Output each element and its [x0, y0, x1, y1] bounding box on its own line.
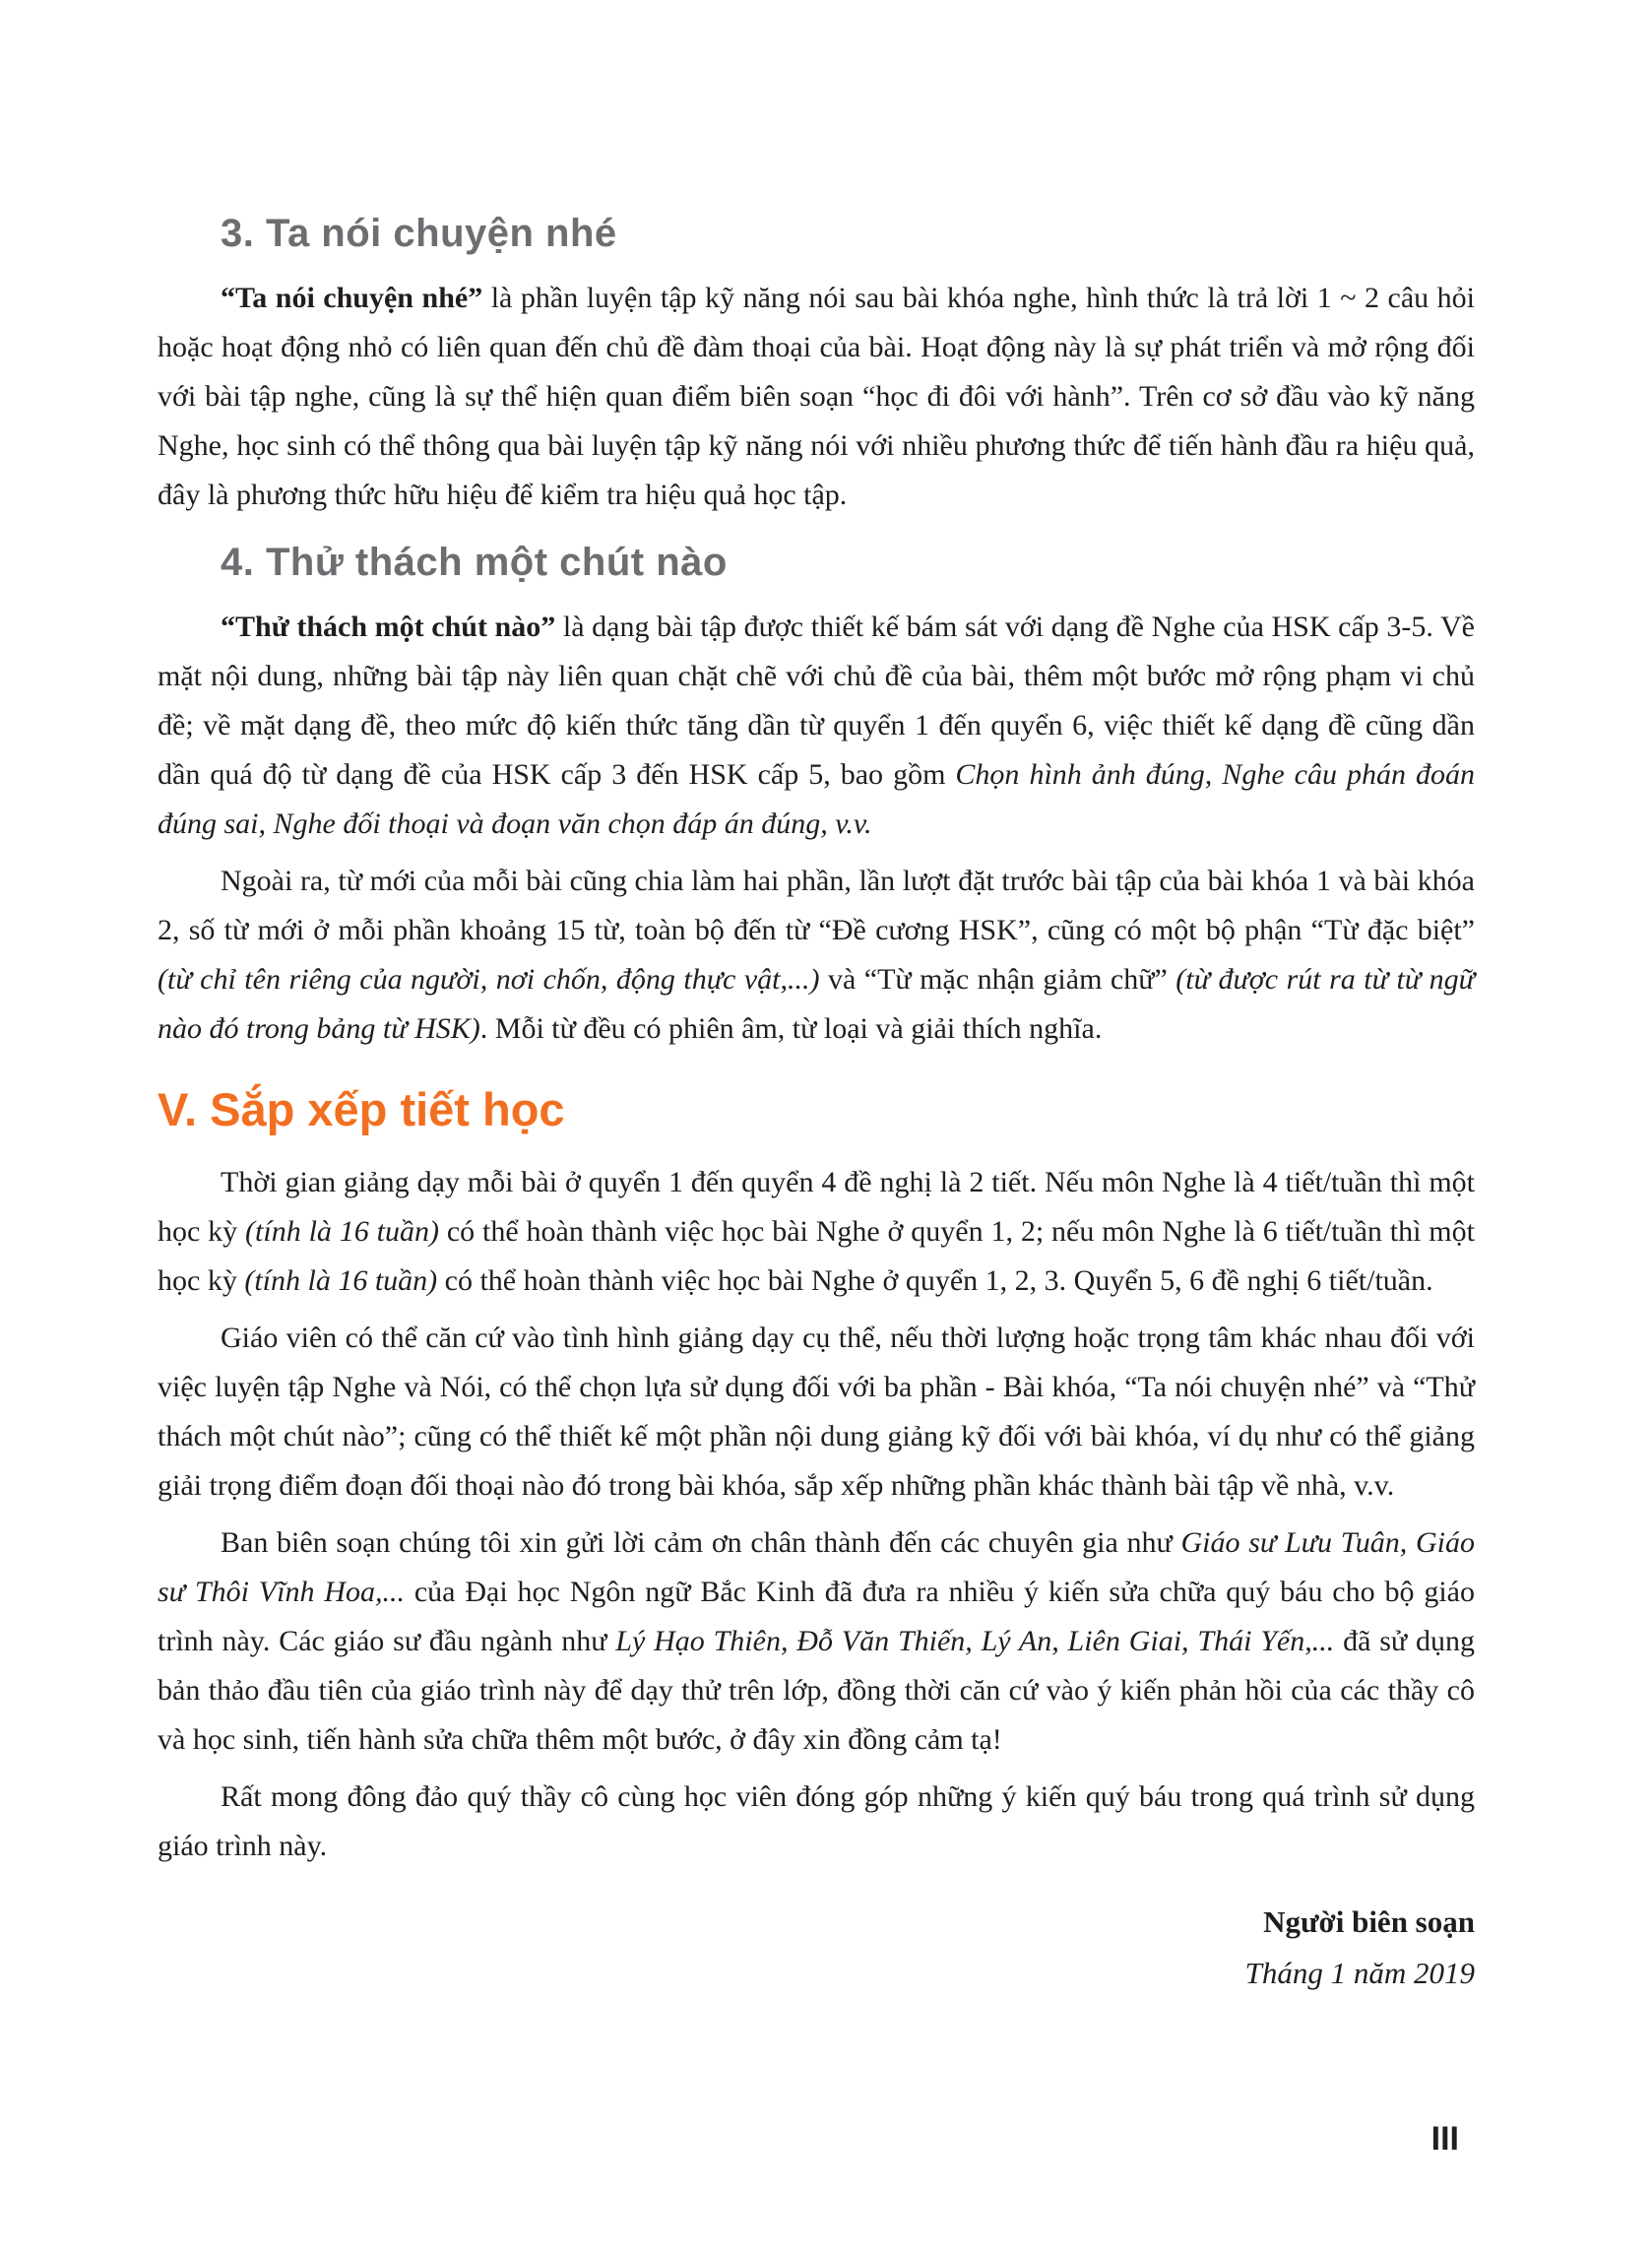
paragraph: [158, 1773, 1475, 1871]
document-content: [158, 211, 1475, 1999]
text-run: của Đại học Ngôn ngữ Bắc Kinh đã đưa ra nhiều ý kiến sửa chữa quý báu cho bộ giáo trình này. Các giáo sư đầu ngành như: [158, 1576, 1475, 1657]
text-run: (từ chỉ tên riêng của người, nơi chốn, động thực vật,...): [158, 963, 820, 996]
paragraph: [158, 603, 1475, 849]
subsection-heading: 4. Thử thách một chút nào: [221, 541, 728, 584]
signature-line: Người biên soạn: [1263, 1904, 1475, 1939]
paragraph: [158, 1518, 1475, 1765]
paragraph: [158, 1158, 1475, 1306]
text-run: Ngoài ra, từ mới của mỗi bài cũng chia làm hai phần, lần lượt đặt trước bài tập của bài khóa 1 và bài khóa 2, số từ mới ở mỗi phần khoảng 15 từ, toàn bộ đến từ “Đề cương HSK”, cũng có một bộ phận “Từ đặc biệt”: [158, 865, 1475, 946]
text-run: đã sử dụng bản thảo đầu tiên của giáo trình này để dạy thử trên lớp, đồng thời căn cứ vào ý kiến phản hồi của các thầy cô và học sinh, tiến hành sửa chữa thêm một bước, ở đây xin đồng cảm tạ!: [158, 1625, 1475, 1756]
text-run: (tính là 16 tuần): [244, 1264, 438, 1297]
subsection-heading: 3. Ta nói chuyện nhé: [221, 212, 617, 255]
paragraph: [158, 274, 1475, 520]
text-run: có thể hoàn thành việc học bài Nghe ở quyển 1, 2, 3. Quyển 5, 6 đề nghị 6 tiết/tuần.: [437, 1264, 1433, 1297]
text-run: Giáo sư Lưu Tuân, Giáo sư Thôi Vĩnh Hoa,...: [158, 1526, 1475, 1608]
page-number: III: [1430, 2120, 1459, 2158]
text-run: và “Từ mặc nhận giảm chữ”: [819, 963, 1176, 996]
text-run: có thể hoàn thành việc học bài Nghe ở quyển 1, 2; nếu môn Nghe là 6 tiết/tuần thì một học kỳ: [158, 1215, 1475, 1297]
text-run: là dạng bài tập được thiết kế bám sát với dạng đề Nghe của HSK cấp 3-5. Về mặt nội dung, những bài tập này liên quan chặt chẽ với chủ đề của bài, thêm một bước mở rộng phạm vi chủ đề; về mặt dạng đề, theo mức độ kiến thức tăng dần từ quyển 1 đến quyển 6, việc thiết kế dạng đề cũng dần dần quá độ từ dạng đề của HSK cấp 3 đến HSK cấp 5, bao gồm: [158, 611, 1475, 791]
text-run: Chọn hình ảnh đúng, Nghe câu phán đoán đúng sai, Nghe đối thoại và đoạn văn chọn đáp án đúng, v.v.: [158, 758, 1475, 840]
paragraph: [158, 857, 1475, 1054]
text-run: Rất mong đông đảo quý thầy cô cùng học viên đóng góp những ý kiến quý báu trong quá trình sử dụng giáo trình này.: [158, 1780, 1475, 1862]
text-run: (tính là 16 tuần): [245, 1215, 439, 1248]
text-run: (từ được rút ra từ từ ngữ nào đó trong bảng từ HSK): [158, 963, 1475, 1045]
text-run: Thời gian giảng dạy mỗi bài ở quyển 1 đến quyển 4 đề nghị là 2 tiết. Nếu môn Nghe là 4 tiết/tuần thì một học kỳ: [158, 1166, 1475, 1248]
text-run: là phần luyện tập kỹ năng nói sau bài khóa nghe, hình thức là trả lời 1 ~ 2 câu hỏi hoặc hoạt động nhỏ có liên quan đến chủ đề đàm thoại của bài. Hoạt động này là sự phát triển và mở rộng đối với bài tập nghe, cũng là sự thể hiện quan điểm biên soạn “học đi đôi với hành”. Trên cơ sở đầu vào kỹ năng Nghe, học sinh có thể thông qua bài luyện tập kỹ năng nói với nhiều phương thức để tiến hành đầu ra hiệu quả, đây là phương thức hữu hiệu để kiểm tra hiệu quả học tập.: [158, 282, 1475, 511]
text-run: Lý Hạo Thiên, Đỗ Văn Thiến, Lý An, Liên Giai, Thái Yến,...: [615, 1625, 1335, 1657]
paragraph: [158, 1314, 1475, 1511]
section-heading: V. Sắp xếp tiết học: [158, 1083, 565, 1135]
text-run: Ban biên soạn chúng tôi xin gửi lời cảm ơn chân thành đến các chuyên gia như: [221, 1526, 1181, 1559]
text-run: “Ta nói chuyện nhé”: [221, 282, 483, 314]
text-run: . Mỗi từ đều có phiên âm, từ loại và giải thích nghĩa.: [479, 1012, 1103, 1045]
text-run: “Thử thách một chút nào”: [221, 611, 556, 643]
text-run: Giáo viên có thể căn cứ vào tình hình giảng dạy cụ thể, nếu thời lượng hoặc trọng tâm khác nhau đối với việc luyện tập Nghe và Nói, có thể chọn lựa sử dụng đối với ba phần - Bài khóa, “Ta nói chuyện nhé” và “Thử thách một chút nào”; cũng có thể thiết kế một phần nội dung giảng kỹ đối với bài khóa, ví dụ như có thể giảng giải trọng điểm đoạn đối thoại nào đó trong bài khóa, sắp xếp những phần khác thành bài tập về nhà, v.v.: [158, 1322, 1475, 1502]
signature-line: Tháng 1 năm 2019: [1244, 1956, 1475, 1990]
